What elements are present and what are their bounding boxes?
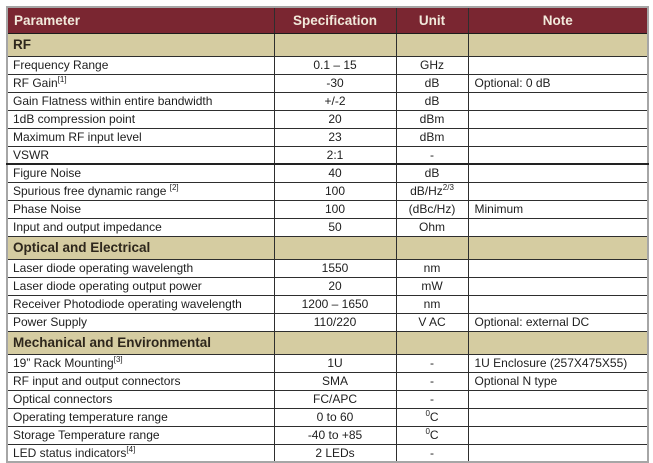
- table-row: [7, 182, 648, 200]
- section-empty-cell: [468, 236, 648, 259]
- specification-cell: 50: [274, 218, 396, 236]
- table-row: [7, 372, 648, 390]
- unit-cell: nm: [396, 259, 468, 277]
- note-cell: [468, 146, 648, 164]
- unit-cell: dB: [396, 164, 468, 182]
- section-empty-cell: [396, 331, 468, 354]
- table-row: [7, 313, 648, 331]
- table-row: [7, 408, 648, 426]
- specification-cell: 40: [274, 164, 396, 182]
- specification-cell: 1200 – 1650: [274, 295, 396, 313]
- note-cell: Optional: 0 dB: [468, 74, 648, 92]
- spec-table-body: [7, 33, 648, 462]
- header-row: [7, 7, 648, 33]
- section-empty-cell: [274, 236, 396, 259]
- parameter-cell: Input and output impedance: [7, 218, 274, 236]
- column-header-note: Note: [468, 7, 648, 33]
- parameter-cell: Power Supply: [7, 313, 274, 331]
- section-title: RF: [7, 33, 274, 56]
- note-cell: [468, 128, 648, 146]
- note-cell: [468, 182, 648, 200]
- section-row: [7, 33, 648, 56]
- section-empty-cell: [274, 33, 396, 56]
- note-cell: [468, 218, 648, 236]
- footnote-superscript: [4]: [126, 444, 136, 454]
- section-empty-cell: [274, 331, 396, 354]
- table-row: [7, 164, 648, 182]
- note-cell: [468, 295, 648, 313]
- table-row: [7, 426, 648, 444]
- specification-cell: 100: [274, 182, 396, 200]
- section-title: Optical and Electrical: [7, 236, 274, 259]
- unit-cell: -: [396, 146, 468, 164]
- note-cell: [468, 92, 648, 110]
- unit-cell: dBm: [396, 128, 468, 146]
- table-header: [7, 7, 648, 33]
- table-row: [7, 259, 648, 277]
- column-header-unit: Unit: [396, 7, 468, 33]
- unit-cell: -: [396, 354, 468, 372]
- parameter-cell: Phase Noise: [7, 200, 274, 218]
- table-row: [7, 146, 648, 164]
- parameter-cell: VSWR: [7, 146, 274, 164]
- table-row: [7, 444, 648, 462]
- unit-cell: mW: [396, 277, 468, 295]
- specification-cell: 2 LEDs: [274, 444, 396, 462]
- parameter-cell: RF Gain[1]: [7, 74, 274, 92]
- unit-cell: -: [396, 390, 468, 408]
- section-empty-cell: [396, 33, 468, 56]
- note-cell: [468, 277, 648, 295]
- section-empty-cell: [396, 236, 468, 259]
- parameter-cell: LED status indicators[4]: [7, 444, 274, 462]
- note-cell: Minimum: [468, 200, 648, 218]
- parameter-cell: RF input and output connectors: [7, 372, 274, 390]
- unit-cell: nm: [396, 295, 468, 313]
- table-row: [7, 92, 648, 110]
- unit-superscript: 0: [425, 427, 430, 436]
- specification-cell: SMA: [274, 372, 396, 390]
- unit-superscript: 0: [425, 409, 430, 418]
- footnote-superscript: [2]: [169, 183, 179, 192]
- note-cell: [468, 390, 648, 408]
- parameter-cell: Laser diode operating wavelength: [7, 259, 274, 277]
- unit-cell: (dBc/Hz): [396, 200, 468, 218]
- parameter-cell: Frequency Range: [7, 56, 274, 74]
- specification-cell: 20: [274, 110, 396, 128]
- column-header-parameter: Parameter: [7, 7, 274, 33]
- specification-cell: 2:1: [274, 146, 396, 164]
- section-empty-cell: [468, 33, 648, 56]
- section-empty-cell: [468, 331, 648, 354]
- note-cell: Optional N type: [468, 372, 648, 390]
- note-cell: [468, 259, 648, 277]
- parameter-cell: Operating temperature range: [7, 408, 274, 426]
- note-cell: [468, 408, 648, 426]
- table-row: [7, 277, 648, 295]
- parameter-cell: Laser diode operating output power: [7, 277, 274, 295]
- note-cell: [468, 444, 648, 462]
- specification-cell: -40 to +85: [274, 426, 396, 444]
- specification-cell: +/-2: [274, 92, 396, 110]
- parameter-cell: Receiver Photodiode operating wavelength: [7, 295, 274, 313]
- spec-table: [6, 6, 649, 463]
- unit-superscript: 2/3: [442, 183, 454, 192]
- table-row: [7, 390, 648, 408]
- specification-cell: 0.1 – 15: [274, 56, 396, 74]
- unit-cell: dB: [396, 92, 468, 110]
- unit-cell: -: [396, 372, 468, 390]
- unit-cell: -: [396, 444, 468, 462]
- table-row: [7, 354, 648, 372]
- table-row: [7, 74, 648, 92]
- note-cell: Optional: external DC: [468, 313, 648, 331]
- specification-cell: 1U: [274, 354, 396, 372]
- parameter-cell: Optical connectors: [7, 390, 274, 408]
- footnote-superscript: [3]: [113, 355, 123, 364]
- unit-cell: Ohm: [396, 218, 468, 236]
- unit-cell: dB: [396, 74, 468, 92]
- specification-cell: 1550: [274, 259, 396, 277]
- unit-cell: $^0$C: [396, 408, 468, 426]
- note-cell: [468, 164, 648, 182]
- note-cell: [468, 56, 648, 74]
- footnote-superscript: [1]: [57, 75, 67, 84]
- specification-cell: 23: [274, 128, 396, 146]
- specification-cell: 100: [274, 200, 396, 218]
- parameter-cell: Maximum RF input level: [7, 128, 274, 146]
- parameter-cell: Figure Noise: [7, 164, 274, 182]
- section-title: Mechanical and Environmental: [7, 331, 274, 354]
- unit-cell: $^0$C: [396, 426, 468, 444]
- parameter-cell: Gain Flatness within entire bandwidth: [7, 92, 274, 110]
- note-cell: 1U Enclosure (257X475X55): [468, 354, 648, 372]
- unit-cell: $dB/Hz^{2/3}$: [396, 182, 468, 200]
- table-row: [7, 56, 648, 74]
- table-row: [7, 295, 648, 313]
- table-row: [7, 200, 648, 218]
- parameter-cell: 1dB compression point: [7, 110, 274, 128]
- specification-cell: 110/220: [274, 313, 396, 331]
- specification-cell: -30: [274, 74, 396, 92]
- table-row: [7, 218, 648, 236]
- specification-cell: 20: [274, 277, 396, 295]
- note-cell: [468, 426, 648, 444]
- specification-cell: 0 to 60: [274, 408, 396, 426]
- table-row: [7, 128, 648, 146]
- parameter-cell: Spurious free dynamic range [2]: [7, 182, 274, 200]
- section-row: [7, 331, 648, 354]
- section-row: [7, 236, 648, 259]
- note-cell: [468, 110, 648, 128]
- specification-cell: FC/APC: [274, 390, 396, 408]
- parameter-cell: 19” Rack Mounting[3]: [7, 354, 274, 372]
- unit-cell: dBm: [396, 110, 468, 128]
- table-row: [7, 110, 648, 128]
- column-header-specification: Specification: [274, 7, 396, 33]
- unit-cell: V AC: [396, 313, 468, 331]
- parameter-cell: Storage Temperature range: [7, 426, 274, 444]
- unit-cell: GHz: [396, 56, 468, 74]
